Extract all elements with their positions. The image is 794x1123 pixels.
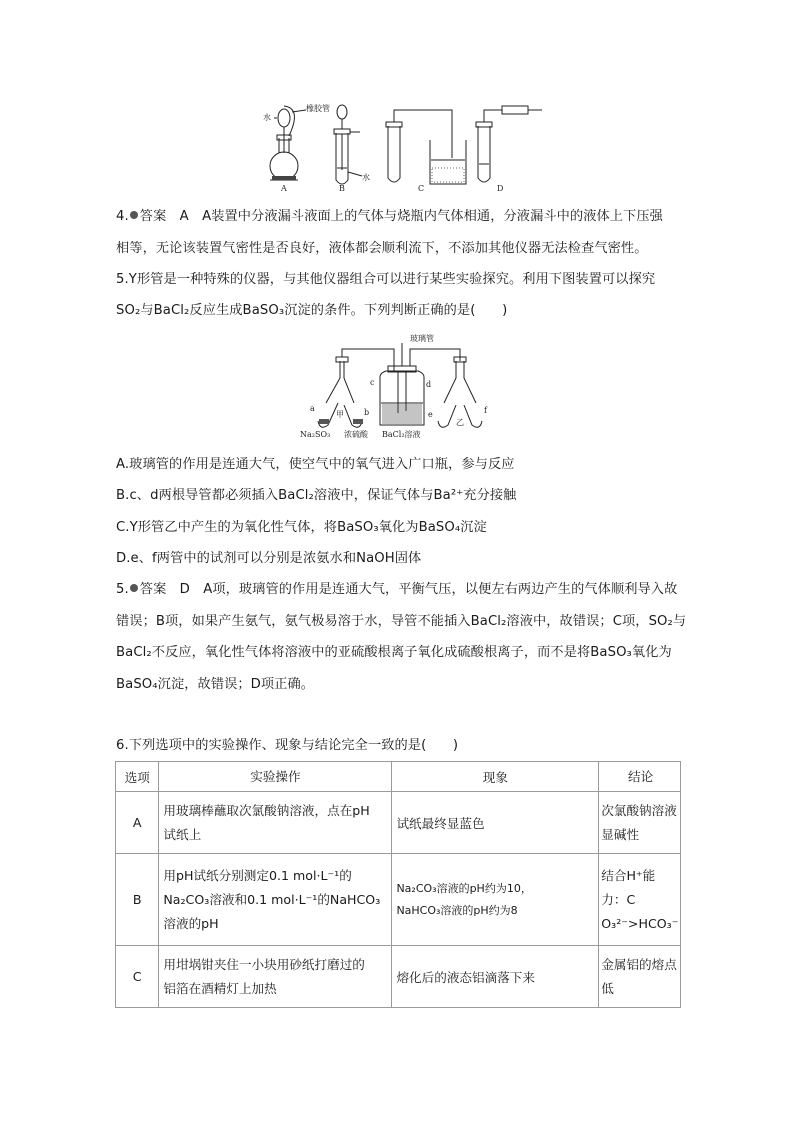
label-f-small: f xyxy=(484,406,487,415)
row-phenomenon: 试纸最终显蓝色 xyxy=(392,792,599,854)
row-operation: 用坩埚钳夹住一小块用砂纸打磨过的 铝箔在酒精灯上加热 xyxy=(159,946,392,1008)
q5-answer-line4: BaSO₄沉淀，故错误；D项正确。 xyxy=(116,677,315,692)
q5-option-d: D.e、f两管中的试剂可以分别是浓氨水和NaOH固体 xyxy=(116,551,422,566)
q5-option-a: A.玻璃管的作用是连通大气，使空气中的氧气进入广口瓶，参与反应 xyxy=(116,457,515,472)
row-option: C xyxy=(116,946,159,1008)
label-b-small: b xyxy=(364,408,370,417)
q5-stem-line2: SO₂与BaCl₂反应生成BaSO₃沉淀的条件。下列判断正确的是( ) xyxy=(116,303,508,318)
table-row xyxy=(116,792,681,854)
q5-stem-line1: 5.Y形管是一种特殊的仪器，与其他仪器组合可以进行某些实验探究。利用下图装置可以探究 xyxy=(116,272,656,287)
label-b: B xyxy=(339,184,345,193)
figure-apparatus-abcd xyxy=(262,98,544,194)
label-yi: 乙 xyxy=(456,418,464,427)
figure-y-tube-apparatus xyxy=(298,333,498,441)
row-option: A xyxy=(116,792,159,854)
table-row xyxy=(116,854,681,946)
q4-answer-line1: 4. 答案 A A装置中分液漏斗液面上的气体与烧瓶内气体相通，分液漏斗中的液体上下压强 xyxy=(116,209,663,224)
q6-stem: 6.下列选项中的实验操作、现象与结论完全一致的是( ) xyxy=(116,738,459,753)
label-e-small: e xyxy=(428,410,433,419)
answer-mark-icon xyxy=(130,211,138,219)
row-conclusion: 结合H⁺能力：C O₃²⁻>HCO₃⁻ xyxy=(599,854,681,946)
answer-mark-icon xyxy=(130,584,138,592)
table-row xyxy=(116,946,681,1008)
label-water: 水 xyxy=(263,113,271,122)
header-operation: 实验操作 xyxy=(159,762,392,792)
label-a-small: a xyxy=(310,404,315,413)
row-phenomenon: Na₂CO₃溶液的pH约为10， NaHCO₃溶液的pH约为8 xyxy=(392,854,599,946)
q5-answer-line2: 错误；B项，如果产生氨气，氨气极易溶于水，导管不能插入BaCl₂溶液中，故错误；C项，SO₂与 xyxy=(116,614,687,629)
header-option: 选项 xyxy=(116,762,159,792)
table-header-row xyxy=(116,762,681,792)
row-operation: 用玻璃棒蘸取次氯酸钠溶液，点在pH 试纸上 xyxy=(159,792,392,854)
label-na2so3: Na₂SO₃ xyxy=(300,430,331,439)
label-jia: 甲 xyxy=(336,410,344,419)
row-conclusion: 金属铝的熔点 低 xyxy=(599,946,681,1008)
row-phenomenon: 熔化后的液态铝滴落下来 xyxy=(392,946,599,1008)
header-conclusion: 结论 xyxy=(599,762,681,792)
label-c: C xyxy=(418,184,425,193)
row-conclusion: 次氯酸钠溶液 显碱性 xyxy=(599,792,681,854)
label-d: D xyxy=(497,184,504,193)
label-a: A xyxy=(281,184,287,193)
label-d-small: d xyxy=(426,380,432,389)
q5-answer-line3: BaCl₂不反应，氧化性气体将溶液中的亚硫酸根离子氧化成硫酸根离子，而不是将BaSO₃氧化为 xyxy=(116,645,672,660)
label-bacl2: BaCl₂溶液 xyxy=(382,430,421,439)
label-c-small: c xyxy=(370,378,375,387)
q5-option-b: B.c、d两根导管都必须插入BaCl₂溶液中，保证气体与Ba²⁺充分接触 xyxy=(116,488,517,503)
label-glass-tube: 玻璃管 xyxy=(410,334,434,343)
label-h2so4: 浓硫酸 xyxy=(344,430,368,439)
header-phenomenon: 现象 xyxy=(392,762,599,792)
label-rubber-tube: 橡胶管 xyxy=(306,104,330,113)
q5-option-c: C.Y形管乙中产生的为氧化性气体，将BaSO₃氧化为BaSO₄沉淀 xyxy=(116,520,487,535)
row-operation: 用pH试纸分别测定0.1 mol·L⁻¹的 Na₂CO₃溶液和0.1 mol·L⁻¹的NaHCO₃ 溶液的pH xyxy=(159,854,392,946)
q4-answer-line2: 相等，无论该装置气密性是否良好，液体都会顺利流下，不添加其他仪器无法检查气密性。 xyxy=(116,241,648,256)
q6-table xyxy=(115,761,681,1008)
row-option: B xyxy=(116,854,159,946)
q5-answer-line1: 5. 答案 D A项，玻璃管的作用是连通大气，平衡气压，以便左右两边产生的气体顺利导入故 xyxy=(116,582,678,597)
label-water-b: 水 xyxy=(362,173,370,182)
